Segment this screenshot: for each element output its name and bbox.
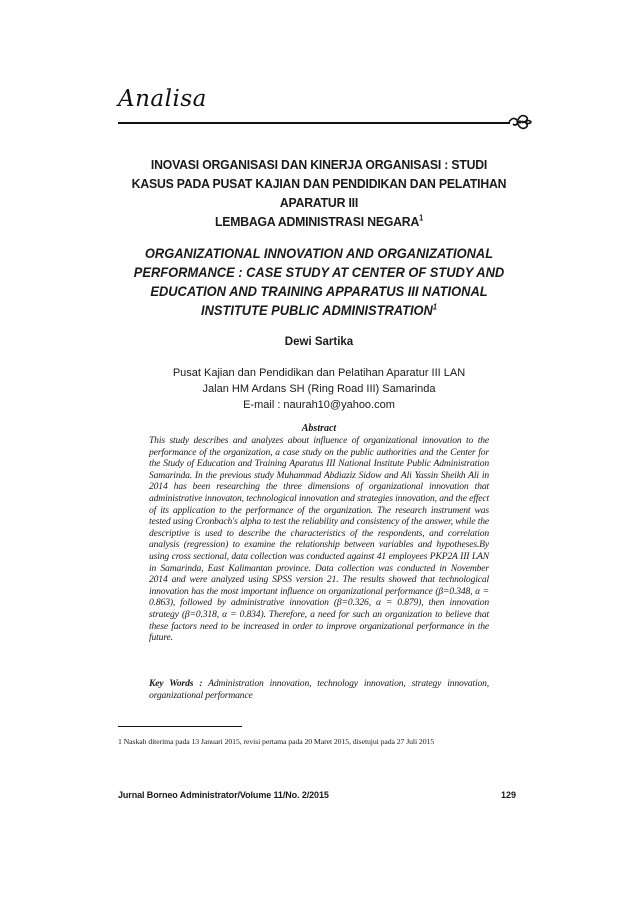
floral-ornament-icon <box>507 110 533 134</box>
keywords <box>149 678 489 701</box>
title-en-line: INSTITUTE PUBLIC ADMINISTRATION$^1$ <box>201 302 437 318</box>
footnote-mark: 1 <box>432 302 437 312</box>
page-number: 129 <box>500 790 516 800</box>
author-name: Dewi Sartika <box>284 336 354 348</box>
footer-journal-citation: Jurnal Borneo Administrator/Volume 11/No. 2/2015 <box>118 790 329 800</box>
paper-title-english <box>132 244 506 320</box>
title-en-line: EDUCATION AND TRAINING APPARATUS III NATIONAL <box>150 283 488 299</box>
title-id-line: LEMBAGA ADMINISTRASI NEGARA$^1$ <box>214 213 424 229</box>
paper-title-indonesian <box>127 155 512 231</box>
footnote: 1 Naskah diterima pada 13 Januari 2015, revisi pertama pada 20 Maret 2015, disetujui pada 27 Juli 2015 <box>118 737 435 746</box>
header-rule <box>118 122 510 124</box>
title-en-line: ORGANIZATIONAL INNOVATION AND ORGANIZATIONAL <box>144 245 494 261</box>
footnote-mark: 1 <box>419 213 424 223</box>
affiliation-address: Jalan HM Ardans SH (Ring Road III) Samarinda <box>202 383 436 395</box>
abstract-heading: Abstract <box>301 423 337 434</box>
section-label: Analisa <box>118 86 207 112</box>
author-email: E-mail : naurah10@yahoo.com <box>243 399 395 411</box>
affiliation <box>110 365 528 413</box>
keywords-text: Administration innovation, technology innovation, strategy innovation, organizational performance <box>149 678 490 701</box>
keywords-label: Key Words : <box>149 678 203 689</box>
footnote-rule <box>118 726 242 727</box>
title-id-line: KASUS PADA PUSAT KAJIAN DAN PENDIDIKAN DAN PELATIHAN <box>131 176 507 191</box>
title-id-line: INOVASI ORGANISASI DAN KINERJA ORGANISASI : STUDI <box>150 157 488 172</box>
title-id-line: APARATUR III <box>279 195 359 210</box>
title-en-line: PERFORMANCE : CASE STUDY AT CENTER OF STUDY AND <box>133 264 505 280</box>
affiliation-line: Pusat Kajian dan Pendidikan dan Pelatihan Aparatur III LAN <box>172 367 466 379</box>
abstract-text: This study describes and analyzes about influence of organizational innovation to the performance of the organization, a case study on the public authorities and the Center for the Study of Education and Training Aparatus III National Institute Public Administration Samarinda. In the previous study Muhammad Abdiaziz Sidow and Ali Yassin Sheikh Ali in 2014 has been researching the three dimensions of organizational innovation that administrative innovaton, technological innovation and strategies innovation, and the effect of its application to the performance of the organization. The research instrument was tested using Cronbach's alpha to test the reliability and consistency of the answer, while the descriptive is used to describe the characteristics of the respondents, and correlation analysis (regression) to examine the relationship between variables and hypotheses.By using cross sectional, data collection was conducted against 41 employees PKP2A III LAN in Samarinda, East Kalimantan province. Data collection was conducted in November 2014 and were analyzed using SPSS version 21. The results showed that technological innovation has the most important influence on organizational performance (β=0.348, α = 0.863), followed by administrative innovation (β=0.326, α = 0.879), then innovation strategy (β=0.318, α = 0.834). Therefore, a need for such an organization to believe that these factors need to be increased in order to improve organizational performance in the future. <box>149 435 489 644</box>
